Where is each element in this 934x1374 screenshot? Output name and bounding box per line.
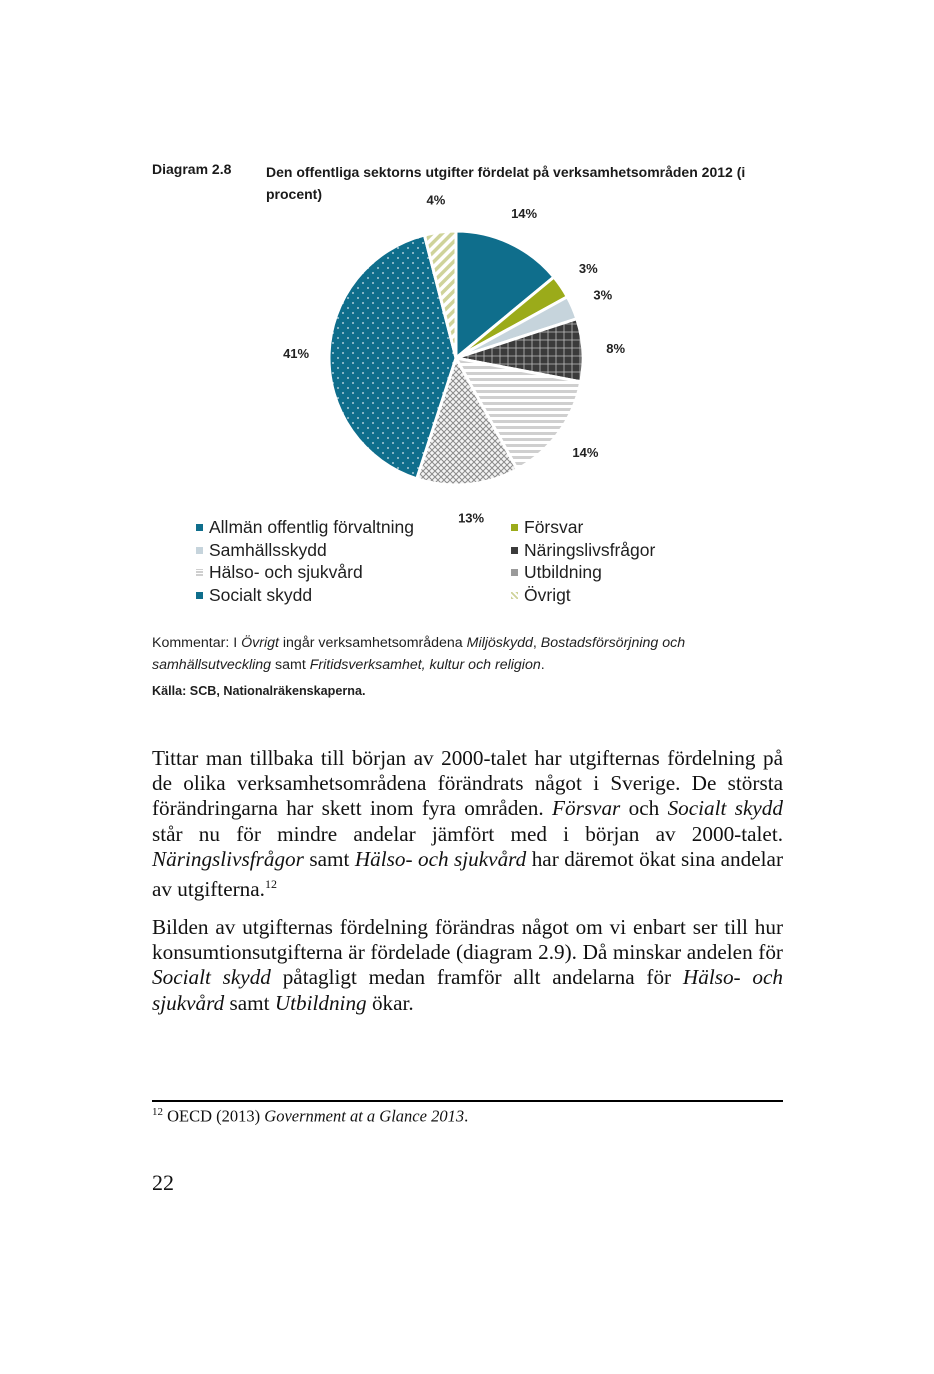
footnote: $^{12}$ OECD (2013) Government at a Glance 2013.	[152, 1106, 469, 1126]
legend-swatch-icon	[511, 569, 518, 576]
legend-label: Försvar	[524, 517, 584, 537]
diagram-label: Diagram 2.8	[152, 161, 232, 177]
legend-label: Socialt skydd	[209, 584, 313, 605]
pie-data-label: 41%	[283, 346, 310, 361]
pie-slices	[329, 231, 583, 485]
legend-label: Näringslivsfrågor	[524, 539, 656, 560]
legend-swatch-icon	[196, 547, 203, 554]
page-number: 22	[152, 1170, 174, 1195]
legend-label: Samhällsskydd	[209, 539, 327, 560]
body-paragraph-1: Tittar man tillbaka till början av 2000-talet har utgifternas fördelning på de olika verksamhetsområdena förändrats något i Sverige. De största förändringarna har skett inom fyra områden. Försvar och Socialt skydd står nu för mindre andelar jämfört med i början av 2000-talet. Näringslivsfrågor samt Hälso- och sjukvård har däremot ökat sina andelar av utgifterna.$^{12}$	[152, 746, 783, 902]
legend-swatch-icon	[511, 592, 518, 599]
pie-data-label: 8%	[606, 341, 626, 356]
legend-label: Allmän offentlig förvaltning	[209, 517, 414, 537]
pie-data-label: 3%	[578, 261, 598, 277]
pie-data-label: 14%	[511, 206, 538, 222]
pie-data-label: 13%	[458, 510, 485, 526]
footnote-reference: 12	[264, 877, 277, 892]
legend-label: Övrigt	[524, 584, 571, 605]
legend-swatch-icon	[196, 524, 203, 531]
diagram-title: Den offentliga sektorns utgifter fördelat på verksamhetsområden 2012 (i procent)	[266, 164, 746, 202]
legend-label: Hälso- och sjukvård	[209, 562, 363, 583]
chart-comment: Kommentar: I Övrigt ingår verksamhetsområdena Miljöskydd, Bostadsförsörjning och samhällsutveckling samt Fritidsverksamhet, kultur och religion.	[152, 635, 686, 673]
body-paragraph-2: Bilden av utgifternas fördelning förändras något om vi enbart ser till hur konsumtionsutgifterna är fördelade (diagram 2.9). Då minskar andelen för Socialt skydd påtagligt medan framför allt andelarna för Hälso- och sjukvård samt Utbildning ökar.	[152, 915, 783, 1015]
legend-swatch-icon	[511, 547, 518, 554]
comment-ovrigt: Övrigt	[241, 635, 279, 651]
pie-data-label: 3%	[593, 287, 613, 303]
footnote-divider	[152, 1100, 783, 1102]
legend-swatch-icon	[196, 592, 203, 599]
pie-data-label: 4%	[426, 192, 446, 208]
legend-swatch-icon	[196, 569, 203, 576]
chart-source: Källa: SCB, Nationalräkenskaperna.	[152, 684, 366, 698]
pie-data-label: 14%	[572, 445, 599, 460]
legend-swatch-icon	[511, 524, 518, 531]
legend-label: Utbildning	[524, 562, 602, 583]
pie-chart	[0, 0, 934, 540]
